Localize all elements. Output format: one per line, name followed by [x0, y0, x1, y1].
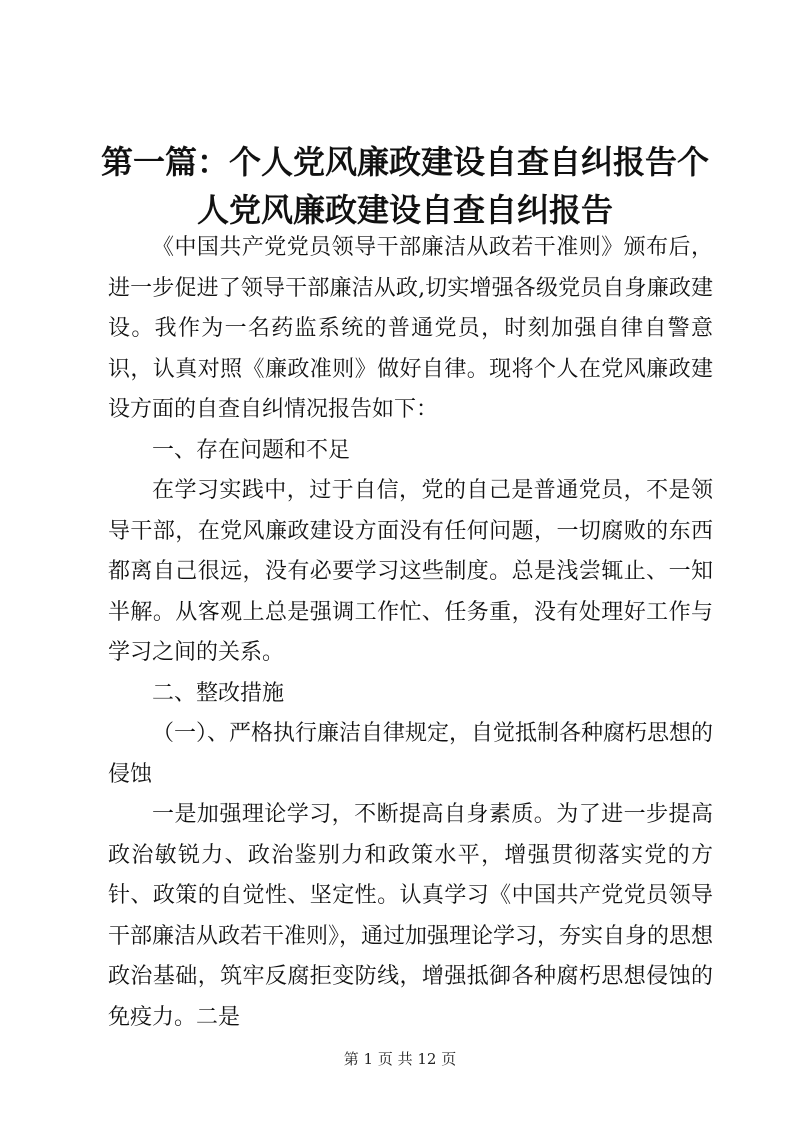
section-heading-problems: 一、存在问题和不足	[152, 437, 351, 463]
document-body	[108, 228, 713, 1038]
subsection-heading-1: （一）、严格执行廉洁自律规定，自觉抵制各种腐朽思想的侵蚀	[108, 721, 714, 787]
document-title: 第一篇：个人党风廉政建设自查自纠报告个人党风廉政建设自查自纠报告	[100, 143, 709, 229]
section-heading-measures: 二、整改措施	[152, 680, 285, 706]
problems-paragraph: 在学习实践中，过于自信，党的自己是普通党员，不是领导干部，在党风廉政建设方面没有任何问题，一切腐败的东西都离自己很远，没有必要学习这些制度。总是浅尝辄止、一知半解。从客观上总是强调工作忙、任务重，没有处理好工作与学习之间的关系。	[108, 478, 713, 665]
page-number-footer: 第 1 页 共 12 页	[343, 1050, 457, 1068]
intro-paragraph: 《中国共产党党员领导干部廉洁从政若干准则》颁布后，进一步促进了领导干部廉洁从政,切实增强各级党员自身廉政建设。我作为一名药监系统的普通党员，时刻加强自律自警意识，认真对照《廉政准则》做好自律。现将个人在党风廉政建设方面的自查自纠情况报告如下：	[108, 235, 713, 422]
measures-paragraph: 一是加强理论学习，不断提高自身素质。为了进一步提高政治敏锐力、政治鉴别力和政策水平，增强贯彻落实党的方针、政策的自觉性、坚定性。认真学习《中国共产党党员领导干部廉洁从政若干准则》，通过加强理论学习，夯实自身的思想政治基础，筑牢反腐拒变防线，增强抵御各种腐朽思想侵蚀的免疫力。二是	[108, 802, 714, 1030]
